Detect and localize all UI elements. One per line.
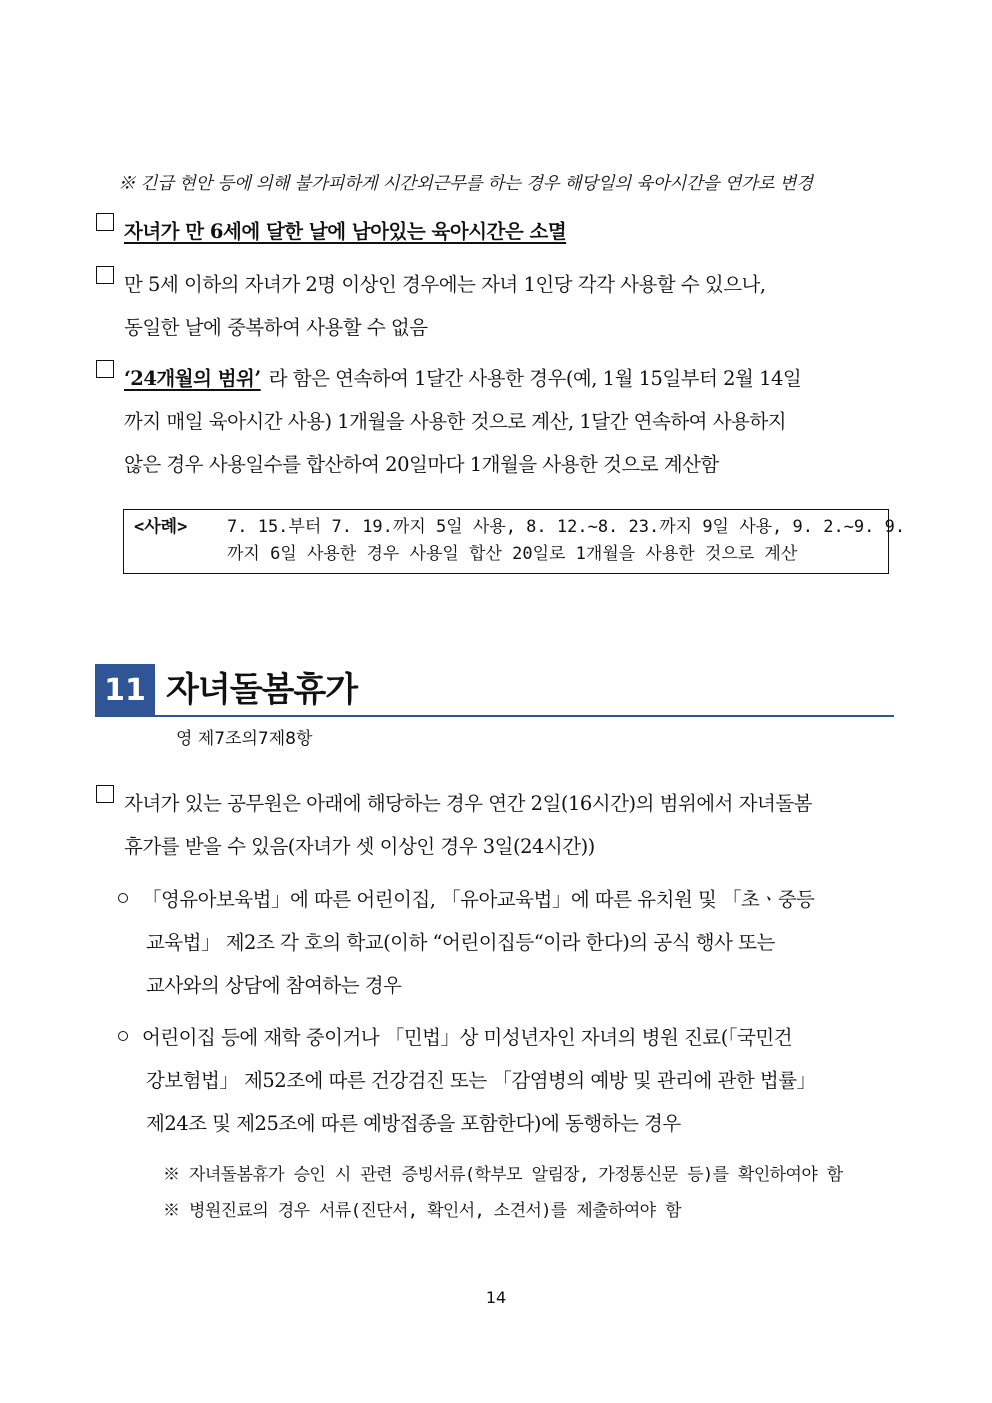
legal-reference: 영 제7조의7제8항: [176, 729, 313, 749]
note-hospital-documents: ※ 병원진료의 경우 서류(진단서, 확인서, 소견서)를 제출하여야 함: [163, 1201, 681, 1221]
item-line: 강보험법」 제52조에 따른 건강검진 또는 「감염병의 예방 및 관리에 관한 법률」: [146, 1069, 816, 1092]
example-line: 까지 6일 사용한 경우 사용일 합산 20일로 1개월을 사용한 것으로 계산: [227, 544, 798, 564]
item-line: 제24조 및 제25조에 따른 예방접종을 포함한다)에 동행하는 경우: [146, 1112, 681, 1135]
bullet-circle-icon: [118, 1031, 128, 1041]
section-title: 자녀돌봄휴가: [166, 670, 358, 710]
page-number: 14: [485, 1288, 507, 1307]
checkbox-square-icon: [96, 266, 114, 284]
item-child-age-expiry: [96, 210, 896, 253]
item-line: 교사와의 상담에 참여하는 경우: [146, 974, 402, 997]
item-line: 어린이집 등에 재학 중이거나 「민법」상 미성년자인 자녀의 병원 진료(「국민건: [142, 1026, 793, 1049]
section-number: 11: [95, 664, 155, 716]
item-text: [124, 263, 896, 306]
item-24-month-range: [96, 357, 896, 486]
item-multiple-children: [96, 263, 896, 349]
checkbox-square-icon: [96, 360, 114, 378]
item-childcare-leave: [96, 782, 896, 868]
note-evidence-check: ※ 자녀돌봄휴가 승인 시 관련 증빙서류(학부모 알림장, 가정통신문 등)를 확인하여야 함: [163, 1165, 843, 1185]
sub-item-hospital-visit: [118, 1016, 896, 1145]
bullet-circle-icon: [118, 893, 128, 903]
item-line: 까지 매일 육아시간 사용) 1개월을 사용한 것으로 계산, 1달간 연속하여 사용하지: [124, 410, 787, 433]
example-box: [123, 509, 906, 574]
item-line: 휴가를 받을 수 있음(자녀가 셋 이상인 경우 3일(24시간)): [124, 835, 595, 858]
example-line: 7. 15.부터 7. 19.까지 5일 사용, 8. 12.~8. 23.까지 9일 사용, 9. 2.~9. 9.: [227, 517, 906, 537]
item-line: 교육법」 제2조 각 호의 학교(이하 “어린이집등“이라 한다)의 공식 행사 또는: [146, 931, 775, 954]
checkbox-square-icon: [96, 785, 114, 803]
example-label: <사례>: [134, 517, 188, 537]
item-line: 만 5세 이하의 자녀가 2명 이상인 경우에는 자녀 1인당 각각 사용할 수 있으나,: [124, 273, 766, 296]
item-line: 않은 경우 사용일수를 합산하여 20일마다 1개월을 사용한 것으로 계산함: [124, 453, 719, 476]
example-text: [227, 514, 906, 568]
item-line: 동일한 날에 중복하여 사용할 수 없음: [124, 316, 428, 339]
item-text: 자녀가 만 6세에 달한 날에 남아있는 육아시간은 소멸: [124, 220, 567, 243]
highlight-term: ‘24개월의 범위’: [124, 367, 261, 390]
item-line: 라 함은 연속하여 1달간 사용한 경우(예, 1월 15일부터 2월 14일: [268, 367, 802, 390]
item-line: 자녀가 있는 공무원은 아래에 해당하는 경우 연간 2일(16시간)의 범위에서 자녀돌봄: [124, 792, 813, 815]
item-line: 「영유아보육법」에 따른 어린이집, 「유아교육법」에 따른 유치원 및 「초ㆍ중등: [142, 888, 815, 911]
overtime-note: ※ 긴급 현안 등에 의해 불가피하게 시간외근무를 하는 경우 해당일의 육아시간을 연가로 변경: [118, 174, 813, 194]
section-divider: [95, 715, 894, 717]
sub-item-school-events: [118, 878, 896, 1007]
checkbox-square-icon: [96, 213, 114, 231]
